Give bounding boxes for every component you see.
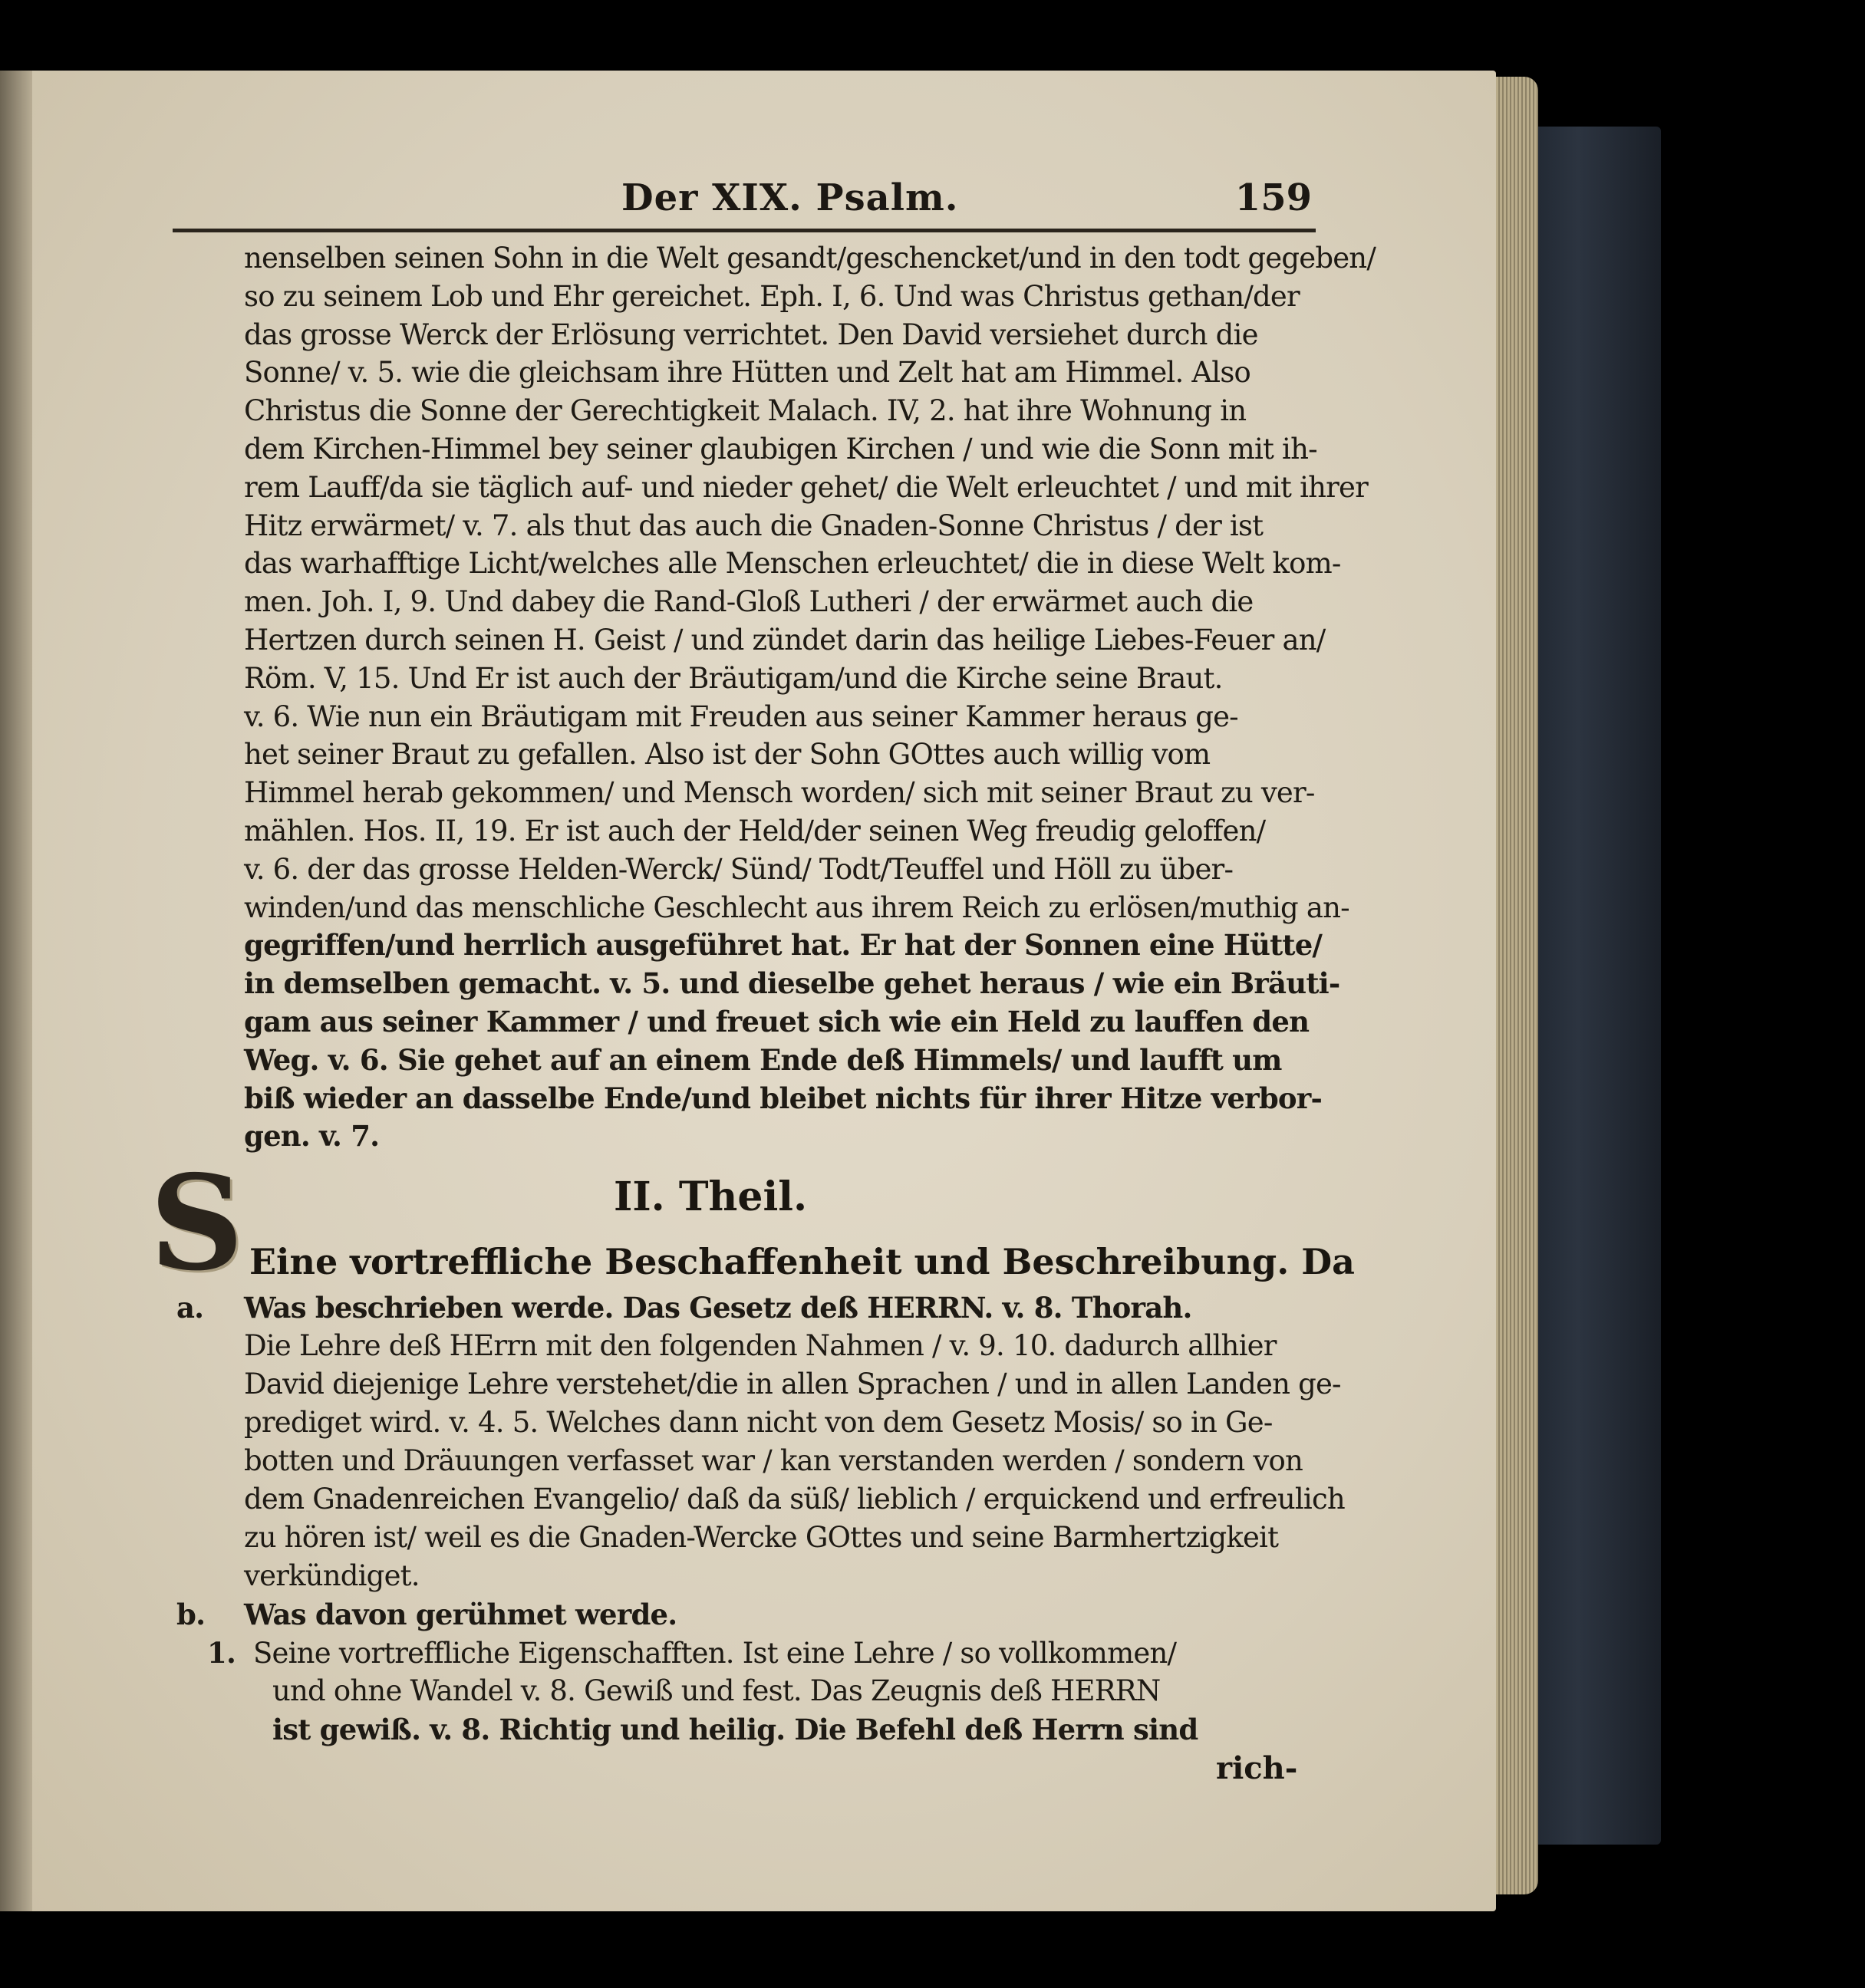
text-line: das warhafftige Licht/welches alle Menschen erleuchtet/ die in diese Welt kom- [244, 547, 1341, 581]
catchword: rich- [1216, 1750, 1298, 1786]
list-item [176, 1442, 1320, 1480]
text-line: Hertzen durch seinen H. Geist / und zündet darin das heilige Liebes-Feuer an/ [244, 623, 1326, 657]
text-line: gam aus seiner Kammer / und freuet sich wie ein Held zu lauffen den [244, 1004, 1310, 1038]
text-line: nenselben seinen Sohn in die Welt gesandt/geschencket/und in den todt gegeben/ [244, 242, 1376, 275]
list-item [176, 1327, 1320, 1365]
list-item [176, 1365, 1341, 1404]
text-line: Röm. V, 15. Und Er ist auch der Bräutigam/und die Kirche seine Braut. [244, 661, 1223, 695]
page-number: 159 [1234, 176, 1312, 219]
text-line: gegriffen/und herrlich ausgeführet hat. Er hat der Sonnen eine Hütte/ [244, 928, 1323, 963]
list-text: Was davon gerühmet werde. [244, 1598, 677, 1631]
list-item [176, 1710, 1320, 1749]
page-gutter [0, 71, 32, 1911]
text-line: v. 6. Wie nun ein Bräutigam mit Freuden aus seiner Kammer heraus ge- [244, 699, 1238, 733]
list-label: 1. [207, 1636, 236, 1670]
list-text: botten und Dräuungen verfasset war / kan verstanden werden / sondern von [244, 1444, 1303, 1477]
text-line: winden/und das menschliche Geschlecht aus ihrem Reich zu erlösen/muthig an- [244, 890, 1349, 924]
list-item [176, 1557, 1320, 1595]
list-text: Seine vortreffliche Eigenschafften. Ist eine Lehre / so vollkommen/ [253, 1637, 1177, 1670]
text-line: men. Joh. I, 9. Und dabey die Rand-Gloß Lutheri / der erwärmet auch die [244, 585, 1254, 619]
list-text: verkündiget. [244, 1559, 420, 1592]
header-rule [173, 229, 1316, 232]
list-text: zu hören ist/ weil es die Gnaden-Wercke GOttes und seine Barmhertzigkeit [244, 1521, 1279, 1554]
text-line: mählen. Hos. II, 19. Er ist auch der Held/der seinen Weg freudig geloffen/ [244, 814, 1266, 848]
list-label: b. [176, 1598, 206, 1631]
text-line: v. 6. der das grosse Helden-Werck/ Sünd/ Todt/Teuffel und Höll zu über- [244, 852, 1234, 886]
list-text: dem Gnadenreichen Evangelio/ daß da süß/ lieblich / erquickend und erfreulich [244, 1483, 1345, 1516]
section-title: II. Theil. [614, 1173, 808, 1220]
book-cover-edge [1523, 127, 1661, 1845]
section-intro: Eine vortreffliche Beschaffenheit und Beschreibung. Da [249, 1241, 1355, 1282]
text-line: Christus die Sonne der Gerechtigkeit Malach. IV, 2. hat ihre Wohnung in [244, 394, 1247, 428]
list-text: David diejenige Lehre verstehet/die in allen Sprachen / und in allen Landen ge- [244, 1368, 1341, 1400]
text-line: het seiner Braut zu gefallen. Also ist der Sohn GOttes auch willig vom [244, 738, 1211, 772]
list-item [176, 1519, 1320, 1557]
list-text: Was beschrieben werde. Das Gesetz deß HERRN. v. 8. Thorah. [244, 1291, 1192, 1325]
list-item [176, 1634, 1320, 1672]
running-head [207, 176, 1312, 230]
text-line: in demselben gemacht. v. 5. und dieselbe gehet heraus / wie ein Bräuti- [244, 966, 1340, 1001]
dropcap-initial: S [150, 1147, 244, 1300]
list-text: ist gewiß. v. 8. Richtig und heilig. Die Befehl deß Herrn sind [272, 1713, 1198, 1746]
text-line: Sonne/ v. 5. wie die gleichsam ihre Hütten und Zelt hat am Himmel. Also [244, 356, 1251, 390]
list-item [176, 1480, 1345, 1519]
list-item [176, 1289, 1320, 1327]
body-text [244, 239, 1376, 1156]
list-item [176, 1404, 1320, 1442]
list-item [176, 1595, 1320, 1634]
text-line: biß wieder an dasselbe Ende/und bleibet nichts für ihrer Hitze verbor- [244, 1081, 1323, 1115]
list-text: Die Lehre deß HErrn mit den folgenden Nahmen / v. 9. 10. dadurch allhier [244, 1329, 1277, 1362]
list-text: prediget wird. v. 4. 5. Welches dann nicht von dem Gesetz Mosis/ so in Ge- [244, 1406, 1273, 1439]
text-line: gen. v. 7. [244, 1119, 380, 1154]
text-line: so zu seinem Lob und Ehr gereichet. Eph. I, 6. Und was Christus gethan/der [244, 279, 1300, 313]
running-title: Der XIX. Psalm. [621, 176, 959, 219]
text-line: Hitz erwärmet/ v. 7. als thut das auch die Gnaden-Sonne Christus / der ist [244, 509, 1264, 542]
list-label: a. [176, 1291, 204, 1325]
text-line: dem Kirchen-Himmel bey seiner glaubigen Kirchen / und wie die Sonn mit ih- [244, 432, 1317, 466]
list-item [176, 1672, 1320, 1710]
text-line: das grosse Werck der Erlösung verrichtet. Den David versiehet durch die [244, 318, 1258, 351]
text-line: Weg. v. 6. Sie gehet auf an einem Ende deß Himmels/ und laufft um [244, 1042, 1282, 1077]
text-line: Himmel herab gekommen/ und Mensch worden/ sich mit seiner Braut zu ver- [244, 776, 1315, 810]
text-line: rem Lauff/da sie täglich auf- und nieder gehet/ die Welt erleuchtet / und mit ihrer [244, 470, 1368, 504]
outline-list [176, 1289, 1345, 1749]
list-text: und ohne Wandel v. 8. Gewiß und fest. Das Zeugnis deß HERRN [272, 1674, 1161, 1707]
